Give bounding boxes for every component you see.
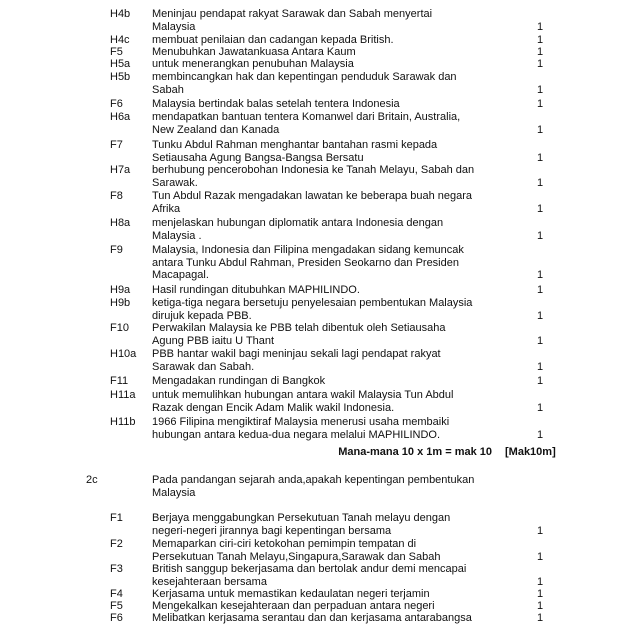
answer-code: H8a — [110, 217, 131, 229]
answer-text-line: Mengadakan rundingan di Bangkok — [152, 375, 326, 387]
mark-value: 1 — [536, 375, 544, 387]
answer-code: F6 — [110, 612, 123, 624]
answer-code: H5a — [110, 58, 131, 70]
mark-value: 1 — [536, 428, 544, 441]
answer-text — [152, 348, 492, 373]
answer-text-line: untuk menerangkan penubuhan Malaysia — [152, 58, 354, 70]
answer-text — [152, 297, 492, 322]
mark-value: 1 — [536, 284, 544, 296]
answer-text — [152, 71, 492, 96]
answer-text-line: kesejahteraan bersama — [152, 575, 267, 588]
mark-value: 1 — [536, 202, 544, 215]
answer-text-line: Sarawak dan Sabah. — [152, 360, 255, 373]
answer-code: H11a — [110, 389, 136, 401]
answer-code: F6 — [110, 98, 123, 110]
mark-value: 1 — [536, 83, 544, 96]
answer-text-line: Agung PBB iaitu U Thant — [152, 334, 275, 347]
answer-text — [152, 563, 492, 588]
answer-text-line: Meninjau pendapat rakyat Sarawak dan Sabah menyertai — [152, 8, 433, 20]
answer-text — [152, 190, 492, 215]
answer-code: H6a — [110, 111, 131, 123]
mark-value: 1 — [536, 123, 544, 136]
mark-value: 1 — [536, 34, 544, 46]
mark-value: 1 — [536, 151, 544, 164]
answer-text-line: Mengekalkan kesejahteraan dan perpaduan antara negeri — [152, 600, 435, 612]
answer-code: H9a — [110, 284, 131, 296]
answer-text-line: hubungan antara kedua-dua negara melalui MAPHILINDO. — [152, 428, 441, 441]
section-question — [152, 474, 492, 500]
max-marks-label: [Mak10m] — [505, 446, 556, 458]
answer-code: F5 — [110, 600, 123, 612]
answer-text-line: mendapatkan bantuan tentera Komanwel dari Britain, Australia, — [152, 111, 461, 123]
answer-code: F10 — [110, 322, 129, 334]
answer-text-line: British sanggup bekerjasama dan bertolak andur demi mencapai — [152, 563, 467, 575]
mark-value: 1 — [536, 58, 544, 70]
answer-text-line: Afrika — [152, 202, 181, 215]
section-code: 2c — [86, 474, 98, 486]
answer-code: H9b — [110, 297, 131, 309]
answer-code: F9 — [110, 244, 123, 256]
answer-text — [152, 375, 492, 388]
answer-text-line: ketiga-tiga negara bersetuju penyelesaian pembentukan Malaysia — [152, 297, 473, 309]
mark-value: 1 — [536, 524, 544, 537]
answer-code: H11b — [110, 416, 136, 428]
answer-text — [152, 34, 492, 47]
answer-text-line: Malaysia bertindak balas setelah tentera Indonesia — [152, 98, 400, 110]
mark-value: 1 — [536, 360, 544, 373]
answer-text — [152, 284, 492, 297]
answer-text-line: Hasil rundingan ditubuhkan MAPHILINDO. — [152, 284, 360, 296]
answer-text-line: Perwakilan Malaysia ke PBB telah dibentuk oleh Setiausaha — [152, 322, 446, 334]
answer-text — [152, 164, 492, 189]
answer-text — [152, 588, 492, 601]
answer-text — [152, 217, 492, 242]
answer-text-line: Setiausaha Agung Bangsa-Bangsa Bersatu — [152, 151, 364, 164]
section-question-line: Malaysia — [152, 487, 196, 499]
answer-text-line: Melibatkan kerjasama serantau dan dan kerjasama antarabangsa — [152, 612, 472, 624]
answer-text-line: membincangkan hak dan kepentingan penduduk Sarawak dan — [152, 71, 457, 83]
answer-text-line: PBB hantar wakil bagi meninjau sekali lagi pendapat rakyat — [152, 348, 441, 360]
answer-text-line: dirujuk kepada PBB. — [152, 309, 252, 322]
answer-text-line: Kerjasama untuk memastikan kedaulatan negeri terjamin — [152, 588, 430, 600]
total-marks-rule: Mana-mana 10 x 1m = mak 10 — [338, 446, 492, 458]
answer-text-line: negeri-negeri jirannya bagi kepentingan bersama — [152, 524, 392, 537]
mark-value: 1 — [536, 588, 544, 600]
mark-value: 1 — [536, 46, 544, 58]
answer-text-line: Tunku Abdul Rahman menghantar bantahan rasmi kepada — [152, 139, 438, 151]
answer-text — [152, 600, 492, 613]
answer-text — [152, 389, 492, 414]
answer-text-line: Malaysia, Indonesia dan Filipina mengadakan sidang kemuncak — [152, 244, 464, 256]
answer-text — [152, 512, 492, 537]
mark-value: 1 — [536, 600, 544, 612]
answer-text-line: Berjaya menggabungkan Persekutuan Tanah melayu dengan — [152, 512, 451, 524]
answer-text — [152, 46, 492, 59]
mark-value: 1 — [536, 401, 544, 414]
answer-text-line: Malaysia . — [152, 229, 202, 242]
answer-text — [152, 612, 492, 625]
answer-text — [152, 8, 492, 33]
answer-code: F8 — [110, 190, 123, 202]
answer-code: F3 — [110, 563, 123, 575]
answer-text-line: menjelaskan hubungan diplomatik antara Indonesia dengan — [152, 217, 444, 229]
answer-text-line: membuat penilaian dan cadangan kepada British. — [152, 34, 394, 46]
answer-text — [152, 139, 492, 164]
answer-code: H4c — [110, 34, 130, 46]
mark-value: 1 — [536, 176, 544, 189]
mark-value: 1 — [536, 612, 544, 624]
answer-text — [152, 58, 492, 71]
answer-text — [152, 538, 492, 563]
answer-code: H4b — [110, 8, 131, 20]
answer-code: F4 — [110, 588, 123, 600]
answer-code: H10a — [110, 348, 137, 360]
answer-text — [152, 111, 492, 136]
mark-value: 1 — [536, 229, 544, 242]
answer-text-line: Memaparkan ciri-ciri ketokohan pemimpin tempatan di — [152, 538, 417, 550]
answer-text-line: 1966 Filipina mengiktiraf Malaysia menerusi usaha membaiki — [152, 416, 450, 428]
answer-code: H5b — [110, 71, 131, 83]
answer-code: F2 — [110, 538, 123, 550]
mark-value: 1 — [536, 334, 544, 347]
answer-text-line: Menubuhkan Jawatankuasa Antara Kaum — [152, 46, 356, 58]
mark-value: 1 — [536, 98, 544, 110]
answer-text-line: Persekutuan Tanah Melayu,Singapura,Sarawak dan Sabah — [152, 550, 441, 563]
answer-text-line: Sarawak. — [152, 176, 198, 189]
answer-code: H7a — [110, 164, 131, 176]
mark-value: 1 — [536, 550, 544, 563]
answer-text-line: antara Tunku Abdul Rahman, Presiden Seokarno dan Presiden — [152, 256, 459, 269]
answer-text-line: Sabah — [152, 83, 184, 96]
answer-code: F11 — [110, 375, 129, 387]
answer-text — [152, 416, 492, 441]
answer-text — [152, 322, 492, 347]
answer-text-line: Macapagal. — [152, 269, 209, 281]
mark-value: 1 — [536, 309, 544, 322]
answer-text-line: Tun Abdul Razak mengadakan lawatan ke beberapa buah negara — [152, 190, 473, 202]
answer-text-line: New Zealand dan Kanada — [152, 123, 280, 136]
section-question-line: Pada pandangan sejarah anda,apakah kepentingan pembentukan — [152, 474, 475, 486]
mark-value: 1 — [536, 20, 544, 33]
answer-text-line: berhubung pencerobohan Indonesia ke Tanah Melayu, Sabah dan — [152, 164, 475, 176]
answer-code: F7 — [110, 139, 123, 151]
answer-code: F1 — [110, 512, 123, 524]
answer-text-line: untuk memulihkan hubungan antara wakil Malaysia Tun Abdul — [152, 389, 454, 401]
answer-text-line: Razak dengan Encik Adam Malik wakil Indonesia. — [152, 401, 395, 414]
answer-text — [152, 98, 492, 111]
answer-text — [152, 244, 492, 282]
mark-value: 1 — [536, 575, 544, 588]
answer-text-line: Malaysia — [152, 20, 196, 33]
mark-value: 1 — [536, 269, 544, 281]
answer-code: F5 — [110, 46, 123, 58]
